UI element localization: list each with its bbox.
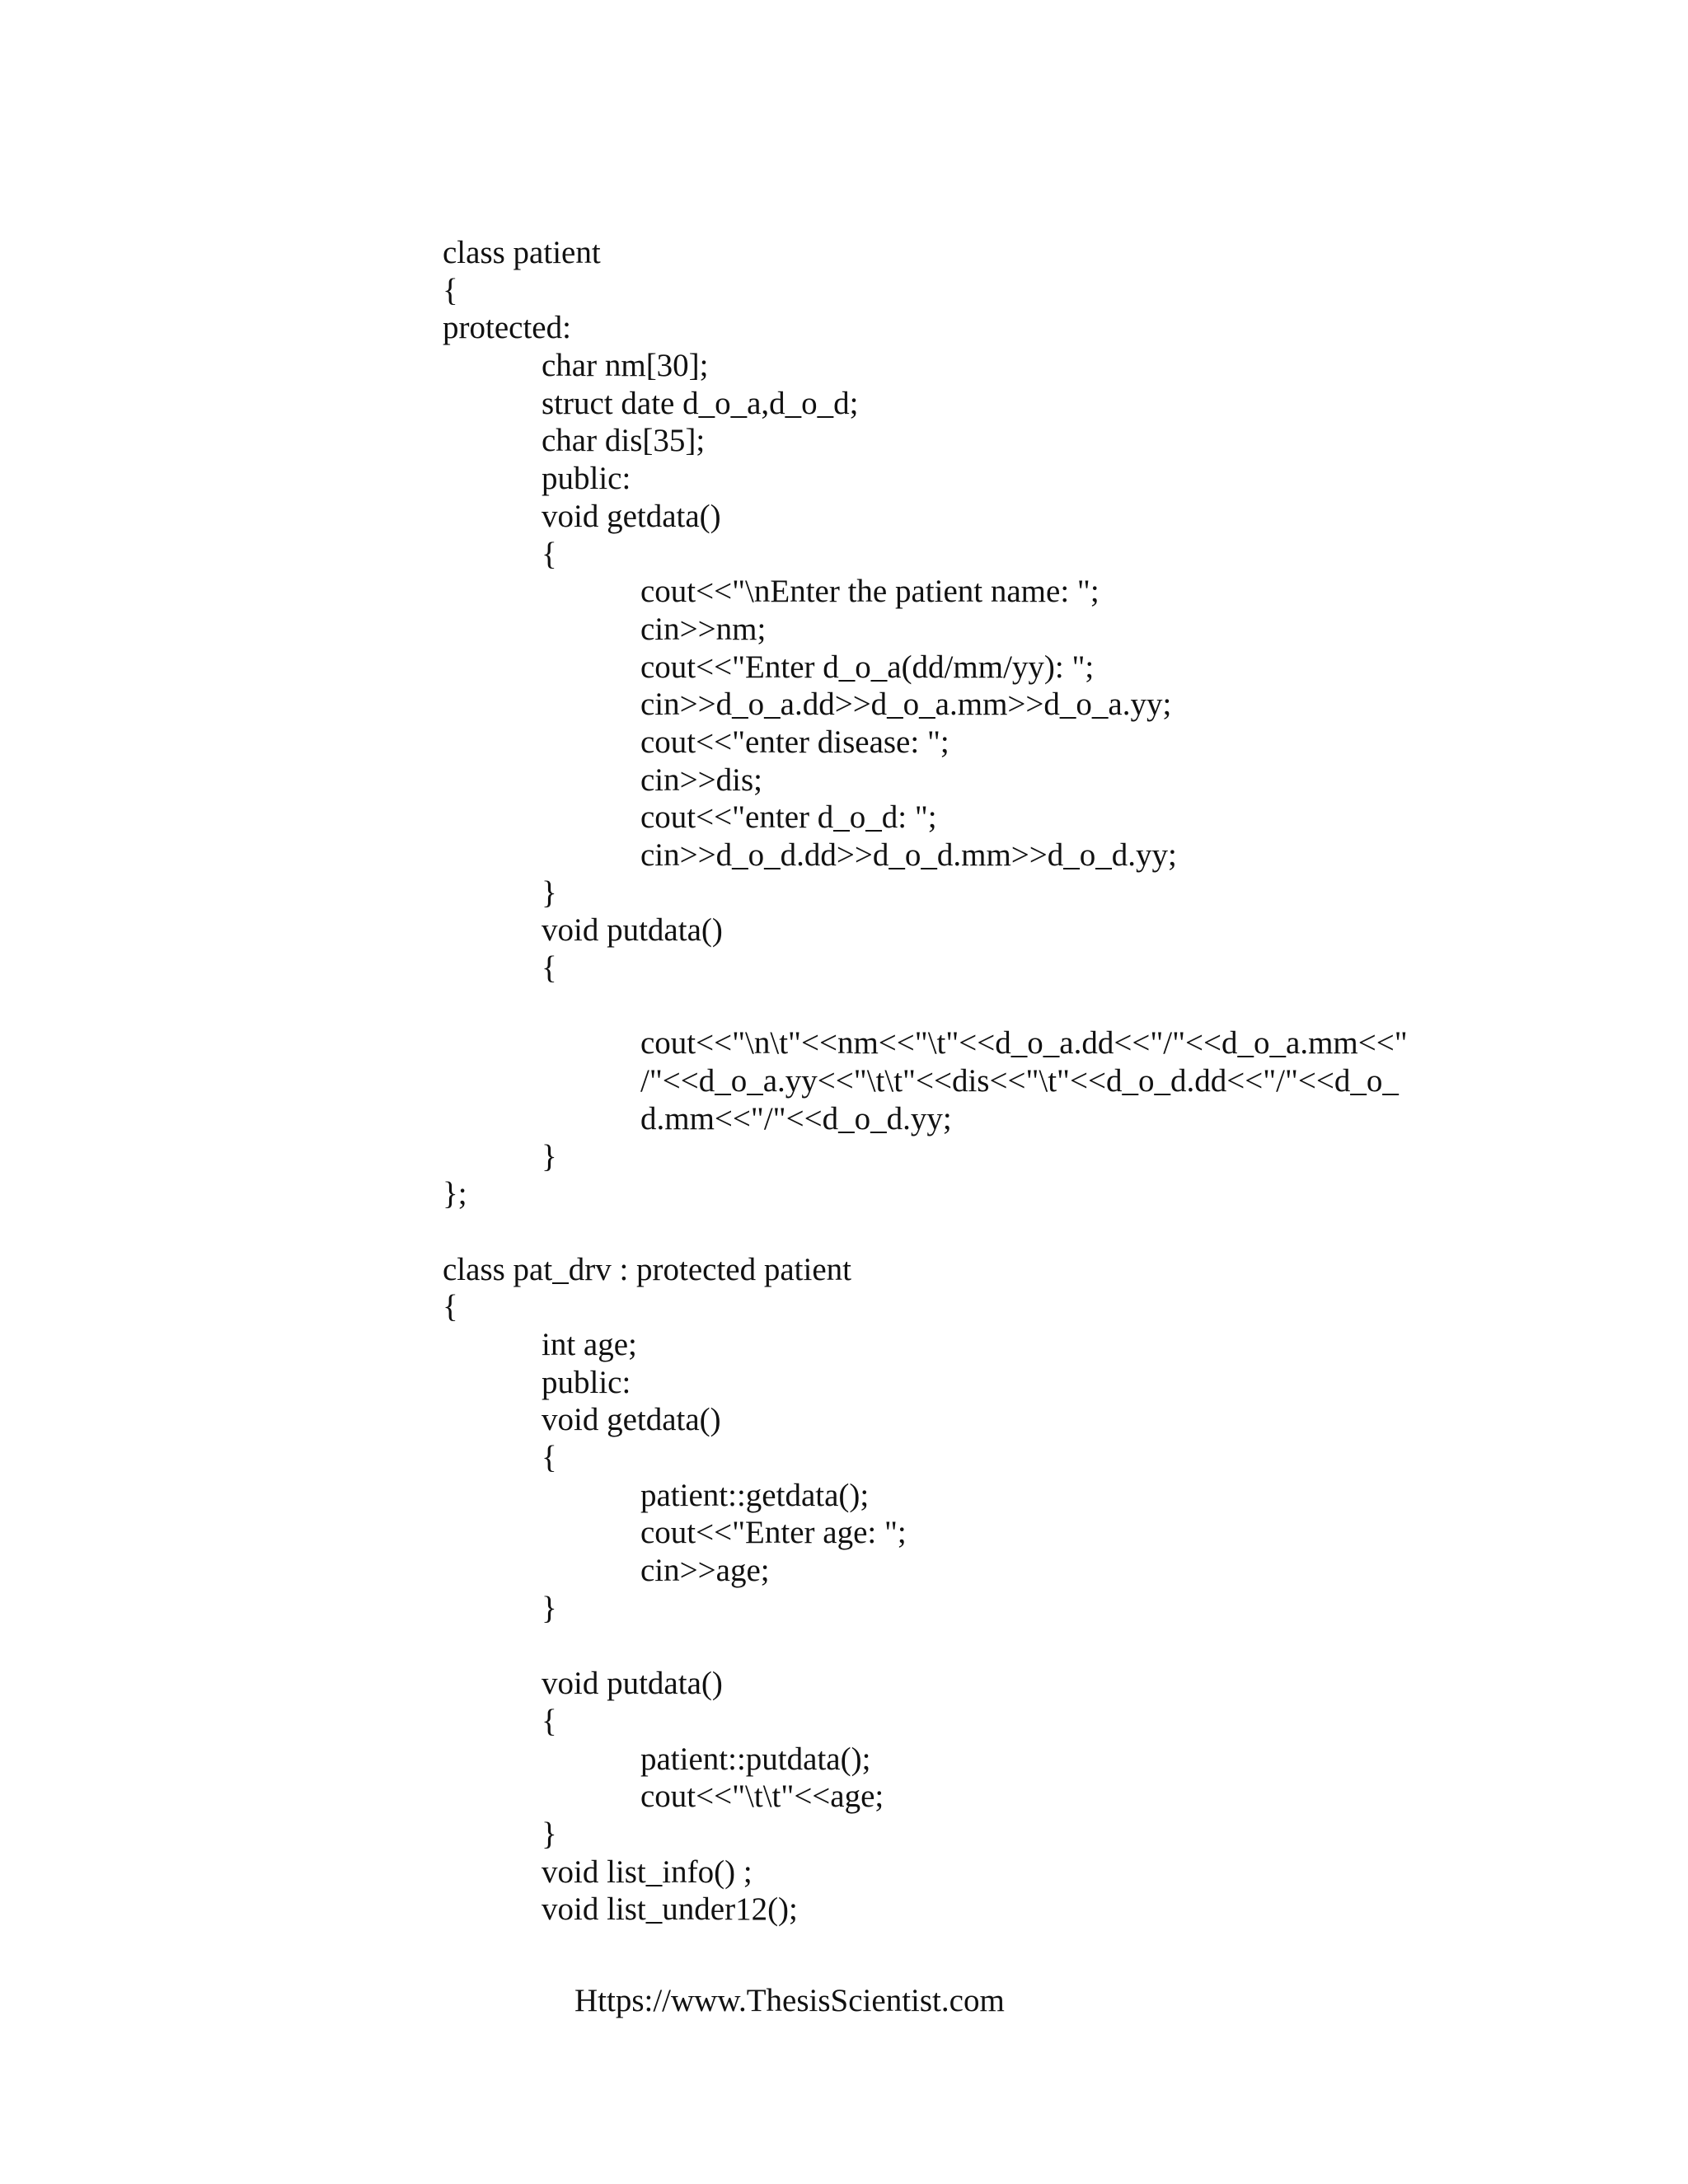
footer-url: Https://www.ThesisScientist.com (574, 1983, 1005, 2018)
code-line: public: (542, 461, 631, 497)
code-line: struct date d_o_a,d_o_d; (542, 385, 859, 421)
code-line: cin>>age; (640, 1553, 770, 1589)
code-line: int age; (542, 1326, 637, 1362)
code-line: cin>>d_o_d.dd>>d_o_d.mm>>d_o_d.yy; (640, 837, 1177, 873)
code-line: { (443, 1289, 458, 1325)
code-line: patient::getdata(); (640, 1477, 870, 1513)
code-line: cout<<"\n\t"<<nm<<"\t"<<d_o_a.dd<<"/"<<d_o_a.mm<<" (640, 1025, 1408, 1062)
code-line: } (542, 1816, 557, 1852)
code-line: d.mm<<"/"<<d_o_d.yy; (640, 1100, 952, 1137)
code-line: void putdata() (542, 912, 723, 949)
code-line: class pat_drv : protected patient (443, 1251, 851, 1287)
code-line: void getdata() (542, 498, 721, 534)
code-line: cout<<"enter d_o_d: "; (640, 799, 937, 836)
code-line: void putdata() (542, 1666, 723, 1702)
code-line: char dis[35]; (542, 423, 706, 459)
code-line: { (443, 272, 458, 308)
code-line: cout<<"Enter age: "; (640, 1515, 907, 1551)
code-line: cout<<"\t\t"<<age; (640, 1779, 884, 1815)
code-line: cout<<"Enter d_o_a(dd/mm/yy): "; (640, 649, 1095, 685)
code-line: } (542, 874, 557, 911)
code-line: void list_under12(); (542, 1891, 798, 1928)
code-line: } (542, 1138, 557, 1174)
code-line: { (542, 536, 557, 572)
code-listing (443, 234, 1514, 1929)
code-line: cin>>d_o_a.dd>>d_o_a.mm>>d_o_a.yy; (640, 687, 1172, 723)
code-line: /"<<d_o_a.yy<<"\t\t"<<dis<<"\t"<<d_o_d.dd<<"/"<<d_o_ (640, 1063, 1399, 1099)
code-line: protected: (443, 310, 571, 346)
code-line: } (542, 1590, 557, 1626)
code-line: { (542, 1703, 557, 1739)
code-line: public: (542, 1364, 631, 1400)
code-line: cin>>nm; (640, 611, 767, 647)
code-line: cout<<"enter disease: "; (640, 724, 950, 760)
code-line: patient::putdata(); (640, 1741, 871, 1777)
code-line: cout<<"\nEnter the patient name: "; (640, 574, 1100, 610)
code-line: cin>>dis; (640, 762, 762, 798)
code-line: class patient (443, 235, 601, 270)
code-line: { (542, 950, 557, 987)
blank-line (443, 987, 1514, 1025)
code-line: { (542, 1440, 557, 1475)
code-line: }; (443, 1176, 467, 1212)
blank-line (443, 1213, 1514, 1251)
code-line: char nm[30]; (542, 348, 709, 384)
code-line: void list_info() ; (542, 1854, 753, 1890)
blank-line (443, 1627, 1514, 1665)
code-line: void getdata() (542, 1402, 721, 1438)
